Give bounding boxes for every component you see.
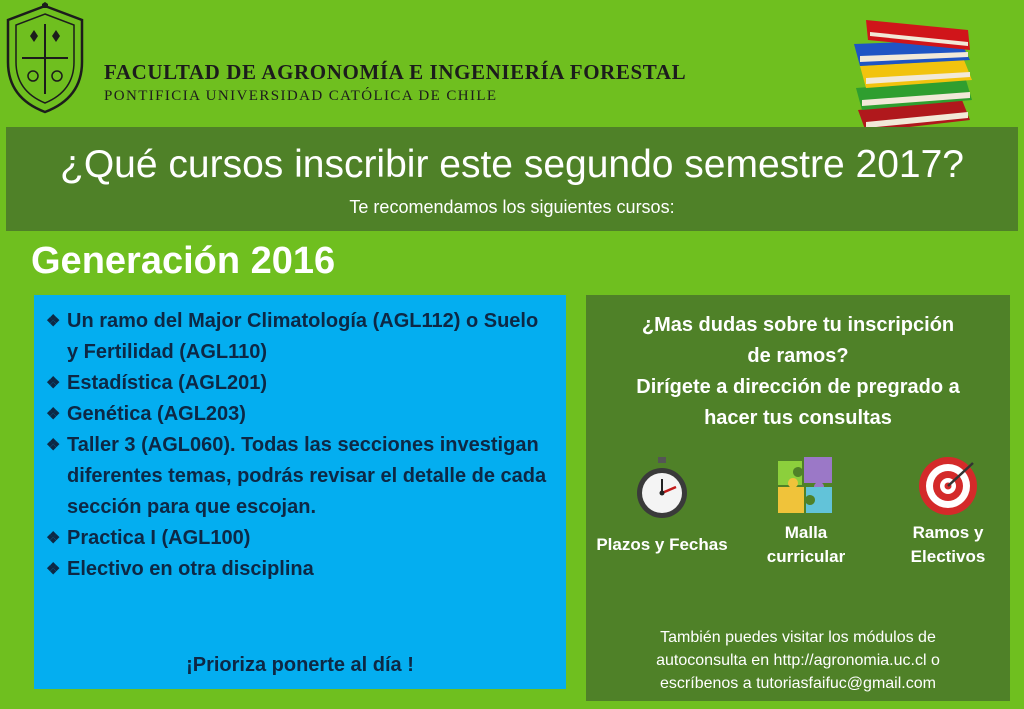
target-icon — [917, 455, 979, 517]
diamond-bullet-icon: ❖ — [46, 313, 61, 330]
stopwatch-icon — [634, 455, 690, 521]
page-title: ¿Qué cursos inscribir este segundo semestre 2017? — [60, 143, 964, 186]
help-question — [586, 310, 1010, 434]
list-item — [46, 523, 548, 554]
electives-link[interactable] — [878, 455, 1018, 569]
electives-label-line: Electivos — [910, 547, 986, 566]
diamond-bullet-icon: ❖ — [46, 561, 61, 578]
books-icon — [852, 14, 982, 138]
diamond-bullet-icon: ❖ — [46, 375, 61, 392]
help-question-line: de ramos? — [747, 345, 849, 367]
course-list — [34, 295, 566, 585]
help-footer — [586, 626, 1010, 695]
puzzle-icon — [774, 455, 838, 517]
deadlines-link[interactable] — [592, 455, 732, 557]
footer-link-line[interactable]: autoconsulta en http://agronomia.uc.cl o — [656, 652, 940, 669]
courses-panel — [34, 295, 566, 689]
diamond-bullet-icon: ❖ — [46, 437, 61, 454]
help-links — [586, 455, 1010, 575]
priority-message: ¡Prioriza ponerte al día ! — [186, 654, 414, 676]
list-item — [46, 368, 548, 399]
help-question-line: Dirígete a dirección de pregrado a — [636, 376, 960, 398]
university-seal-logo — [2, 2, 88, 114]
title-banner — [6, 127, 1018, 231]
footer-email-line[interactable]: escríbenos a tutoriasfaifuc@gmail.com — [660, 675, 936, 692]
help-question-line: ¿Mas dudas sobre tu inscripción — [641, 314, 955, 336]
course-text: Estadística (AGL201) — [67, 372, 268, 394]
help-panel — [586, 295, 1010, 701]
curriculum-link[interactable] — [736, 455, 876, 569]
course-text: Genética (AGL203) — [67, 403, 246, 425]
faculty-name: FACULTAD DE AGRONOMÍA E INGENIERÍA FORESTAL — [104, 60, 687, 84]
list-item — [46, 399, 548, 430]
course-text: Practica I (AGL100) — [67, 527, 251, 549]
course-text: Taller 3 (AGL060). Todas las secciones investigan diferentes temas, podrás revisar el detalle de cada sección para que escojan. — [67, 434, 547, 518]
curriculum-label-line: curricular — [766, 547, 846, 566]
generation-heading: Generación 2016 — [31, 240, 336, 282]
help-question-line: hacer tus consultas — [704, 407, 892, 429]
list-item — [46, 430, 548, 523]
course-text: Electivo en otra disciplina — [67, 558, 314, 580]
curriculum-label-line: Malla — [784, 523, 828, 542]
diamond-bullet-icon: ❖ — [46, 530, 61, 547]
course-text: Un ramo del Major Climatología (AGL112) o Suelo y Fertilidad (AGL110) — [67, 310, 539, 363]
list-item — [46, 554, 548, 585]
list-item — [46, 306, 548, 368]
footer-line: También puedes visitar los módulos de — [660, 629, 936, 646]
deadlines-label: Plazos y Fechas — [596, 535, 728, 554]
diamond-bullet-icon: ❖ — [46, 406, 61, 423]
electives-label-line: Ramos y — [912, 523, 984, 542]
university-name: PONTIFICIA UNIVERSIDAD CATÓLICA DE CHILE — [104, 88, 498, 104]
page-subtitle: Te recomendamos los siguientes cursos: — [349, 197, 675, 217]
